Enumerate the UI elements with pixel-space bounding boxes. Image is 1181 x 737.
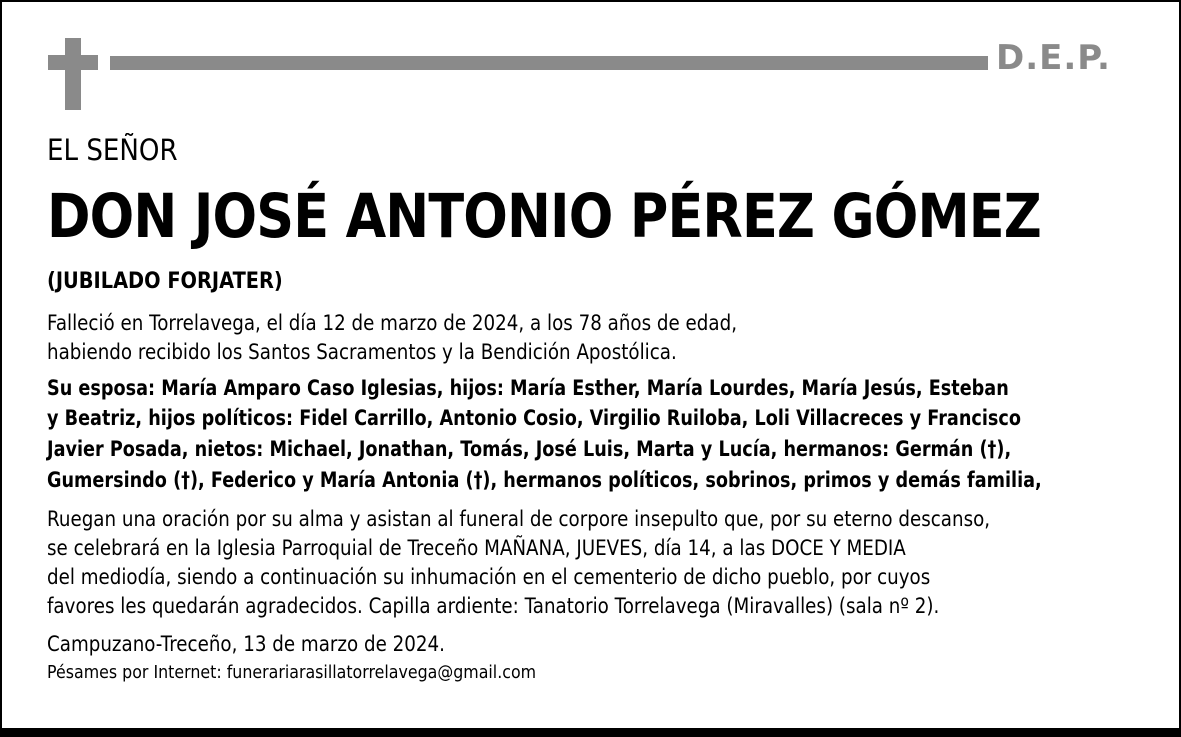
- deceased-name: DON JOSÉ ANTONIO PÉREZ GÓMEZ: [47, 181, 1041, 252]
- request-line: favores les quedarán agradecidos. Capilla ardiente: Tanatorio Torrelavega (Miravalles) (sala nº 2).: [47, 594, 940, 618]
- death-line: habiendo recibido los Santos Sacramentos y la Bendición Apostólica.: [47, 340, 677, 364]
- family-line: Su esposa: María Amparo Caso Iglesias, hijos: María Esther, María Lourdes, María Jesús, Esteban: [47, 376, 1009, 400]
- family-line: Javier Posada, nietos: Michael, Jonathan, Tomás, José Luis, Marta y Lucía, hermanos: Germán (†),: [47, 437, 1012, 461]
- family-line: Gumersindo (†), Federico y María Antonia (†), hermanos políticos, sobrinos, primos y demás familia,: [47, 468, 1042, 492]
- place-date: Campuzano-Treceño, 13 de marzo de 2024.: [47, 632, 445, 656]
- request-line: del mediodía, siendo a continuación su inhumación en el cementerio de dicho pueblo, por cuyos: [47, 565, 931, 589]
- request-line: se celebrará en la Iglesia Parroquial de Treceño MAÑANA, JUEVES, día 14, a las DOCE Y MEDIA: [47, 536, 906, 560]
- cross-icon: [65, 38, 81, 110]
- occupation: (JUBILADO FORJATER): [47, 269, 283, 294]
- honorific: EL SEÑOR: [47, 133, 178, 167]
- death-line: Falleció en Torrelavega, el día 12 de marzo de 2024, a los 78 años de edad,: [47, 311, 738, 335]
- cross-icon-bar: [48, 55, 98, 70]
- header-rule: [110, 56, 988, 70]
- dep-label: D.E.P.: [996, 38, 1111, 78]
- request-line: Ruegan una oración por su alma y asistan al funeral de corpore insepulto que, por su eterno descanso,: [47, 507, 991, 531]
- bottom-rule: [0, 728, 1181, 737]
- family-line: y Beatriz, hijos políticos: Fidel Carrillo, Antonio Cosio, Virgilio Ruiloba, Loli Villacreces y Francisco: [47, 406, 1021, 430]
- condolences-line: Pésames por Internet: funerariarasillatorrelavega@gmail.com: [47, 662, 537, 683]
